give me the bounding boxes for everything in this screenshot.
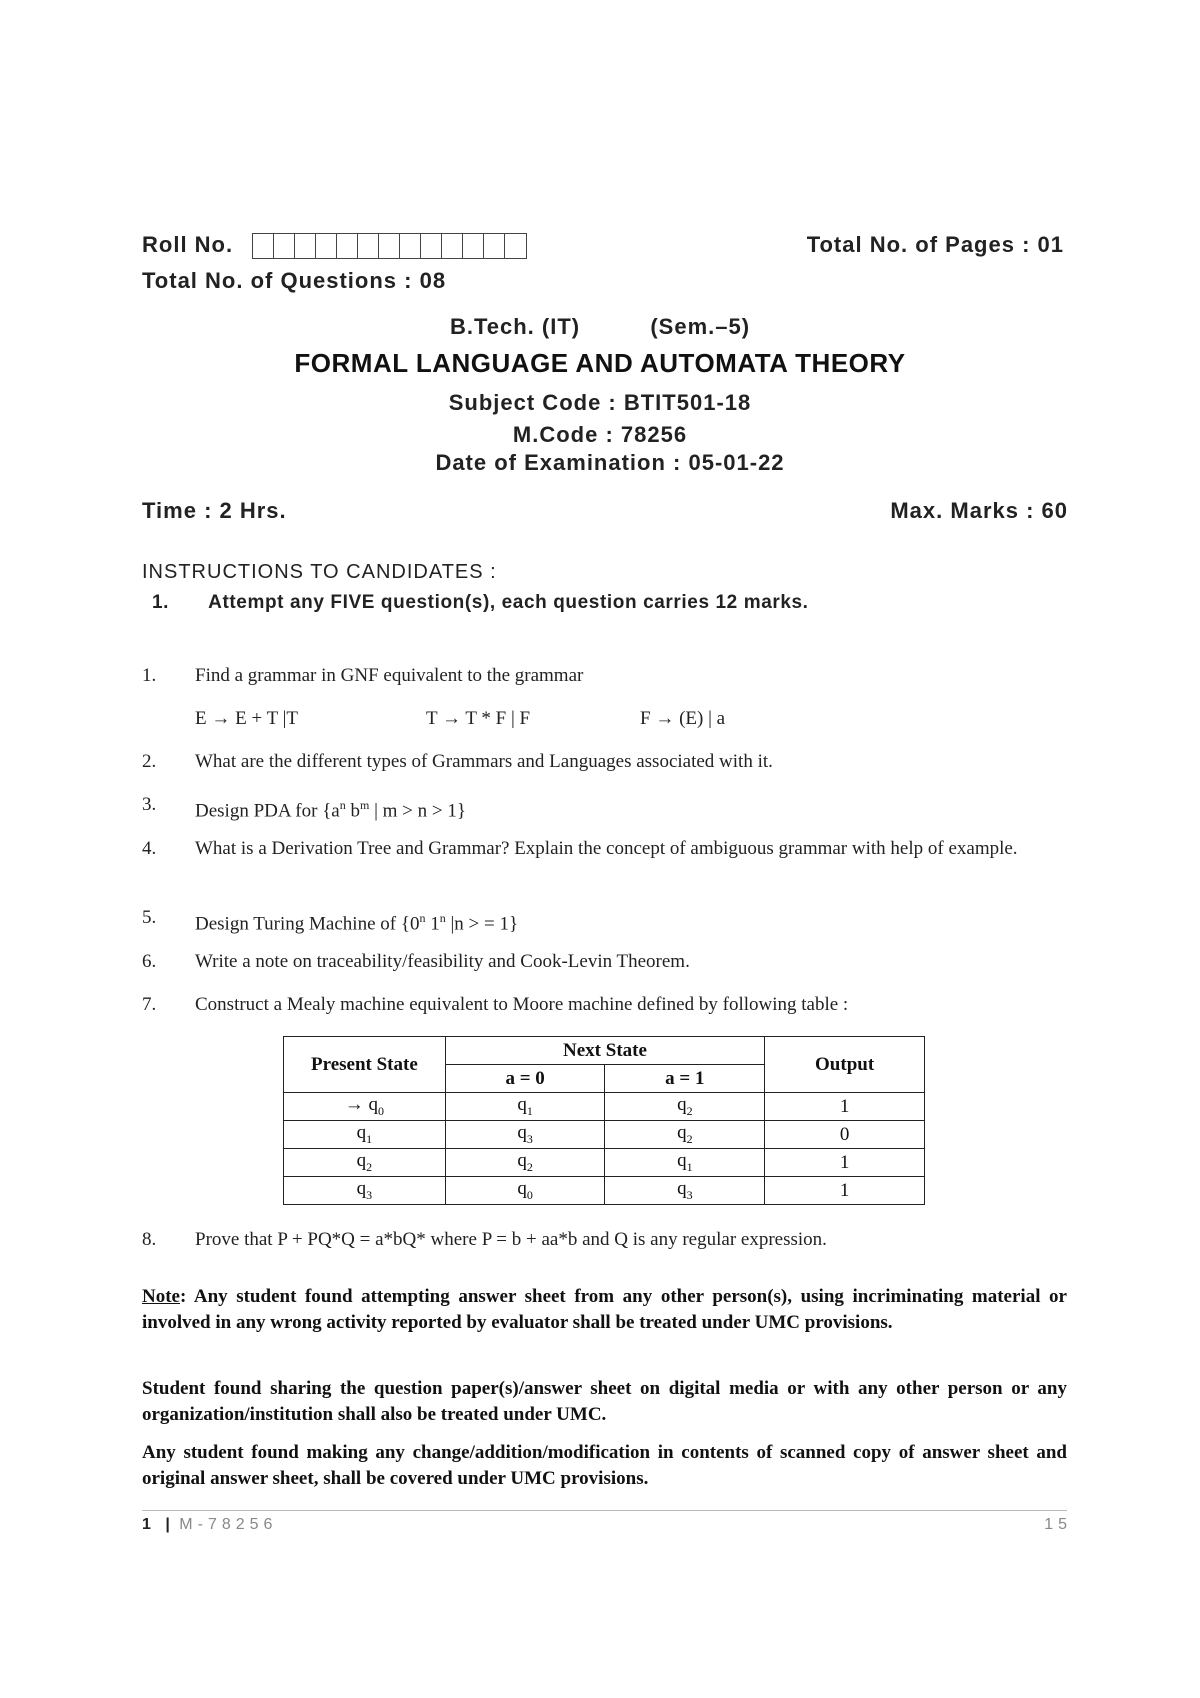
question-text: Prove that P + PQ*Q = a*bQ* where P = b + aa*b and Q is any regular expression. (195, 1229, 827, 1250)
table-row (284, 1149, 925, 1177)
footer-code: M-78256 (179, 1516, 278, 1533)
output-cell: 1 (765, 1093, 925, 1121)
question-number: 8. (142, 1229, 157, 1250)
moore-machine-table (283, 1036, 925, 1205)
page-title: FORMAL LANGUAGE AND AUTOMATA THEORY (294, 348, 906, 378)
table-row (284, 1121, 925, 1149)
subject-code: Subject Code : BTIT501-18 (448, 390, 752, 415)
question-text: What is a Derivation Tree and Grammar? Explain the concept of ambiguous grammar with help of example. (195, 838, 1018, 859)
table-row (284, 1177, 925, 1205)
instructions-heading: INSTRUCTIONS TO CANDIDATES : (142, 561, 497, 583)
roll-number-box (316, 234, 337, 258)
question-number: 7. (142, 994, 157, 1015)
roll-number-box (253, 234, 274, 258)
roll-number-box (400, 234, 421, 258)
course-line (0, 314, 1200, 340)
question-number: 5. (142, 907, 157, 928)
question-text: Find a grammar in GNF equivalent to the grammar (195, 665, 584, 686)
m-code: M.Code : 78256 (512, 422, 688, 447)
question-text: Construct a Mealy machine equivalent to Moore machine defined by following table : (195, 994, 849, 1015)
header-a1: a = 1 (605, 1065, 765, 1093)
note-paragraph-3: Any student found making any change/addition/modification in contents of scanned copy of answer sheet and original answer sheet, shall be covered under UMC provisions. (142, 1442, 1067, 1489)
note-text: : Any student found attempting answer sheet from any other person(s), using incriminating material or involved in any wrong activity reported by evaluator shall be treated under UMC provisions. (142, 1286, 1067, 1333)
roll-number-boxes (252, 233, 527, 259)
question-text: Write a note on traceability/feasibility and Cook-Levin Theorem. (195, 951, 690, 972)
a1-cell: $q_3$ (605, 1177, 765, 1205)
grammar-rules (0, 706, 1200, 736)
footer-divider (142, 1510, 1067, 1511)
roll-number-box (274, 234, 295, 258)
question-8 (0, 1227, 1200, 1257)
roll-number-box (484, 234, 505, 258)
roll-number-box (505, 234, 526, 258)
grammar-rule-t: T → T * F | F (426, 708, 531, 729)
instruction-item (152, 592, 809, 614)
semester: (Sem.–5) (650, 314, 751, 339)
question-number: 3. (142, 794, 157, 815)
roll-number-box (442, 234, 463, 258)
max-marks: Max. Marks : 60 (890, 498, 1068, 523)
note-label: Note (142, 1286, 180, 1307)
a1-cell: $q_2$ (605, 1093, 765, 1121)
question-number: 4. (142, 838, 157, 859)
state-cell: → $q_0$ (284, 1093, 446, 1121)
output-cell: 1 (765, 1177, 925, 1205)
question-number: 6. (142, 951, 157, 972)
question-4 (0, 836, 1200, 892)
roll-number-box (337, 234, 358, 258)
table-row (284, 1093, 925, 1121)
question-5 (0, 905, 1200, 935)
header-present-state: Present State (284, 1037, 446, 1093)
footer-left (142, 1516, 277, 1534)
question-2 (0, 749, 1200, 779)
question-number: 1. (142, 665, 157, 686)
question-3 (0, 792, 1200, 822)
exam-date: Date of Examination : 05-01-22 (435, 450, 785, 475)
question-text: Design PDA for {$a^n$ $b^m$ | m > n > 1} (195, 798, 466, 822)
header-output: Output (765, 1037, 925, 1093)
header-next-state: Next State (445, 1037, 764, 1065)
total-questions: Total No. of Questions : 08 (142, 268, 447, 293)
output-cell: 0 (765, 1121, 925, 1149)
roll-number-box (295, 234, 316, 258)
question-text: Design Turing Machine of {0$^n$ 1$^n$ |n > = 1} (195, 911, 519, 935)
grammar-rule-f: F → (E) | a (640, 708, 726, 729)
question-1 (0, 663, 1200, 693)
a1-cell: $q_2$ (605, 1121, 765, 1149)
footer-right: 15 (1044, 1516, 1072, 1533)
a0-cell: $q_0$ (445, 1177, 605, 1205)
roll-number-box (358, 234, 379, 258)
a0-cell: $q_1$ (445, 1093, 605, 1121)
course: B.Tech. (IT) (449, 314, 581, 339)
note-paragraph-2: Student found sharing the question paper(s)/answer sheet on digital media or with any other person or any organization/institution shall also be treated under UMC. (142, 1378, 1067, 1425)
instruction-text: Attempt any FIVE question(s), each question carries 12 marks. (208, 592, 809, 613)
roll-number-box (379, 234, 400, 258)
page-number: 1 (142, 1516, 156, 1533)
grammar-rule-e: E → E + T |T (195, 708, 299, 729)
roll-number-box (421, 234, 442, 258)
roll-label: Roll No. (142, 232, 234, 257)
footer-separator: | (165, 1516, 170, 1533)
question-text: What are the different types of Grammars and Languages associated with it. (195, 751, 773, 772)
header-a0: a = 0 (445, 1065, 605, 1093)
roll-number-box (463, 234, 484, 258)
total-pages: Total No. of Pages : 01 (806, 232, 1064, 257)
output-cell: 1 (765, 1149, 925, 1177)
a1-cell: $q_1$ (605, 1149, 765, 1177)
a0-cell: $q_2$ (445, 1149, 605, 1177)
question-7 (0, 992, 1200, 1022)
roll-number-row (142, 232, 527, 259)
a0-cell: $q_3$ (445, 1121, 605, 1149)
note-paragraph-1 (142, 1284, 1067, 1336)
state-cell: $q_2$ (284, 1149, 446, 1177)
instruction-number: 1. (152, 592, 170, 613)
question-6 (0, 949, 1200, 979)
state-cell: $q_3$ (284, 1177, 446, 1205)
time: Time : 2 Hrs. (142, 498, 287, 523)
state-cell: $q_1$ (284, 1121, 446, 1149)
question-number: 2. (142, 751, 157, 772)
